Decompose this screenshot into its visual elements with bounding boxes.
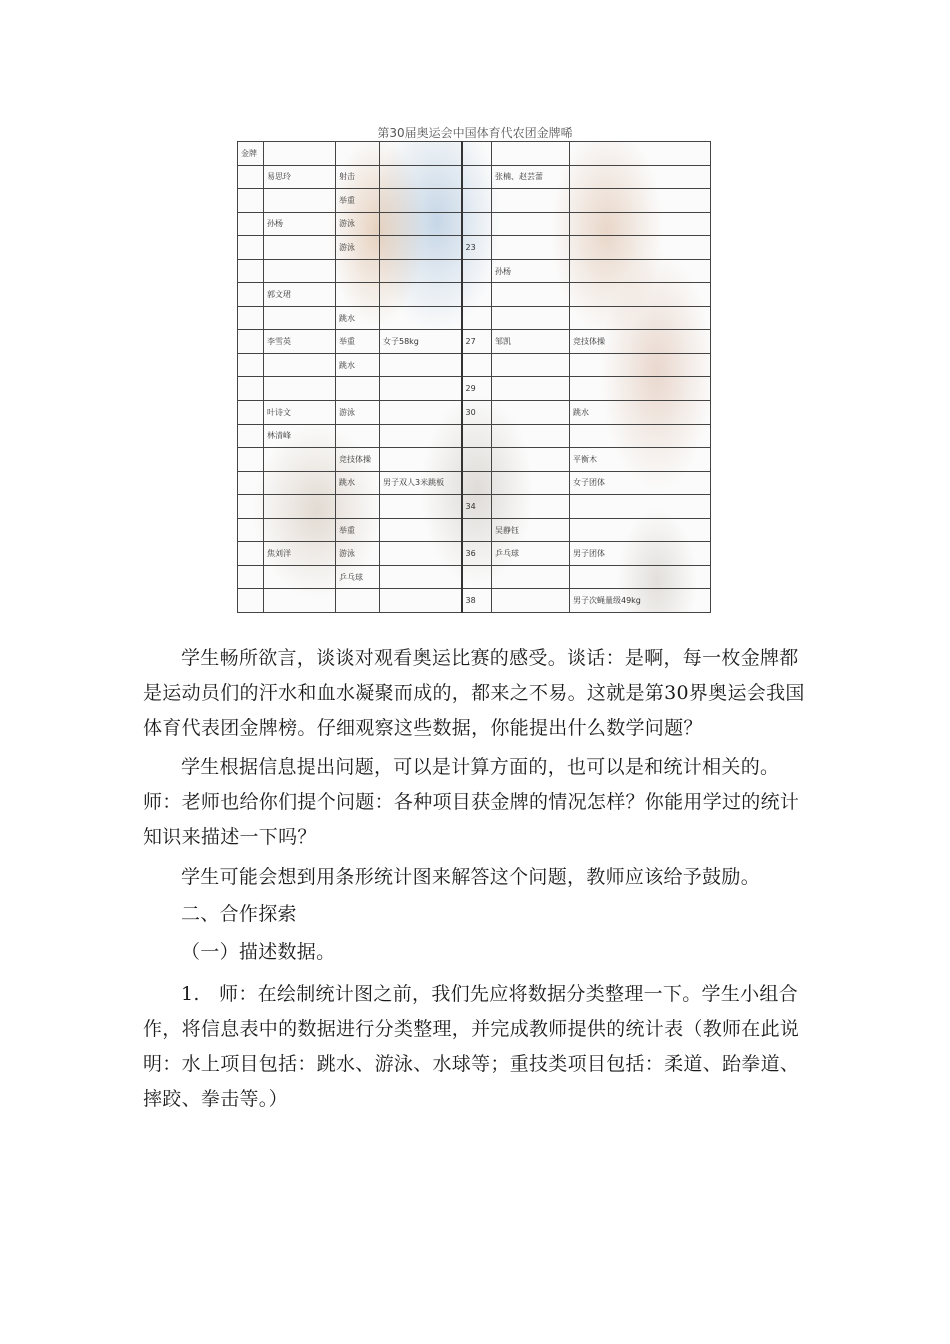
table-cell [380,259,462,283]
table-cell: 女子58kg [380,330,462,354]
table-cell [492,401,570,425]
table-cell [380,377,462,401]
table-cell [238,495,264,519]
table-row [238,448,711,472]
table-cell [264,306,336,330]
table-cell: 举重 [336,518,380,542]
table-cell [462,565,492,589]
table-row [238,236,711,260]
table-row [238,283,711,307]
table-row [238,165,711,189]
table-cell [238,589,264,613]
table-cell [336,283,380,307]
table-cell [264,353,336,377]
table-row [238,330,711,354]
table-cell: 李雪英 [264,330,336,354]
table-cell [238,471,264,495]
table-cell [380,236,462,260]
table-cell [238,377,264,401]
table-row [238,353,711,377]
table-cell [462,518,492,542]
table-cell: 游泳 [336,236,380,260]
table-cell [238,424,264,448]
table-cell: 跳水 [570,401,711,425]
table-cell [264,448,336,472]
table-cell [462,283,492,307]
table-cell: 男子次蝇量级49kg [570,589,711,613]
table-cell: 焦刘洋 [264,542,336,566]
table-cell [492,212,570,236]
table-cell [336,495,380,519]
table-cell [264,589,336,613]
table-cell [380,283,462,307]
table-cell [238,518,264,542]
table-cell: 36 [462,542,492,566]
table-cell: 孙杨 [264,212,336,236]
table-cell [570,518,711,542]
table-cell [264,471,336,495]
table-cell: 郭文珺 [264,283,336,307]
table-cell [492,353,570,377]
table-cell: 孙杨 [492,259,570,283]
table-cell: 34 [462,495,492,519]
table-cell [264,377,336,401]
table-cell [462,471,492,495]
table-cell [380,212,462,236]
table-cell [492,565,570,589]
table-cell: 吴静钰 [492,518,570,542]
table-row [238,401,711,425]
table-cell: 张楠、赵芸蕾 [492,165,570,189]
table-cell [462,165,492,189]
table-cell [570,259,711,283]
table-cell: 跳水 [336,353,380,377]
table-cell [492,283,570,307]
table-cell [492,471,570,495]
table-cell [238,330,264,354]
table-cell: 竞技体操 [336,448,380,472]
table-cell [570,189,711,213]
table-header-cell-medal: 金牌 [238,142,264,166]
table-cell [380,495,462,519]
table-cell [570,495,711,519]
table-cell [462,448,492,472]
table-row [238,542,711,566]
table-row [238,495,711,519]
table-cell [462,424,492,448]
table-cell [264,189,336,213]
table-cell: 叶诗文 [264,401,336,425]
section-heading-cooperative-exploration: 二、合作探索 [181,903,297,925]
table-cell: 男子团体 [570,542,711,566]
table-cell [492,236,570,260]
table-cell [570,165,711,189]
table-cell [570,353,711,377]
table-cell [462,189,492,213]
table-cell [492,189,570,213]
table-cell [380,306,462,330]
table-cell [380,424,462,448]
table-cell [462,259,492,283]
table-row [238,424,711,448]
table-row [238,518,711,542]
table-cell [380,565,462,589]
table-cell [492,495,570,519]
table-cell: 跳水 [336,306,380,330]
table-cell [238,236,264,260]
table-cell: 29 [462,377,492,401]
table-cell [380,189,462,213]
table-cell: 举重 [336,189,380,213]
table-cell [238,259,264,283]
table-cell: 跳水 [336,471,380,495]
table-cell [336,377,380,401]
subsection-heading-describe-data: （一）描述数据。 [181,941,336,963]
table-cell [380,518,462,542]
table-header-cell [570,142,711,166]
table-row [238,212,711,236]
table-row [238,377,711,401]
table-cell [492,589,570,613]
paragraph-student-feelings: 学生畅所欲言，谈谈对观看奥运比赛的感受。谈话：是啊，每一枚金牌都是运动员们的汗水和血水凝聚而成的，都来之不易。这就是第30界奥运会我国体育代表团金牌榜。仔细观察这些数据，你能提出什么数学问题？ [143,647,805,739]
table-row [238,589,711,613]
table-cell [336,259,380,283]
gold-medal-table-body [238,142,711,613]
table-cell [238,306,264,330]
figure-caption: 第30届奥运会中国体育代农团金牌唏 [377,126,573,140]
table-cell [380,353,462,377]
table-cell: 27 [462,330,492,354]
table-cell [380,448,462,472]
table-cell [462,353,492,377]
table-cell [336,589,380,613]
table-cell [570,236,711,260]
table-cell: 易思玲 [264,165,336,189]
paragraph-bar-chart-idea: 学生可能会想到用条形统计图来解答这个问题，教师应该给予鼓励。 [181,866,761,888]
table-cell [492,377,570,401]
table-cell [570,424,711,448]
table-row [238,565,711,589]
gold-medal-table [237,141,711,613]
table-cell: 30 [462,401,492,425]
table-cell [264,259,336,283]
table-row [238,306,711,330]
table-row [238,189,711,213]
table-cell [380,165,462,189]
table-cell [264,495,336,519]
table-cell [264,565,336,589]
table-cell: 游泳 [336,212,380,236]
table-cell: 游泳 [336,401,380,425]
table-header-row [238,142,711,166]
table-cell [492,306,570,330]
table-cell [238,448,264,472]
table-row [238,259,711,283]
table-cell: 男子双人3米跳板 [380,471,462,495]
table-cell [570,212,711,236]
table-cell [264,518,336,542]
table-cell [570,283,711,307]
table-cell: 女子团体 [570,471,711,495]
table-cell [462,212,492,236]
table-cell: 举重 [336,330,380,354]
table-cell [238,353,264,377]
table-cell: 乒乓球 [492,542,570,566]
table-cell: 乒乓球 [336,565,380,589]
gold-medal-table-image [237,141,710,613]
table-header-cell [492,142,570,166]
table-cell: 邹凯 [492,330,570,354]
table-cell [336,424,380,448]
table-cell [238,189,264,213]
table-cell [238,565,264,589]
table-cell: 林清峰 [264,424,336,448]
table-cell [492,448,570,472]
table-cell [264,236,336,260]
table-cell: 游泳 [336,542,380,566]
table-cell: 射击 [336,165,380,189]
table-row [238,471,711,495]
table-cell [238,542,264,566]
table-cell [380,589,462,613]
table-cell [238,283,264,307]
table-cell [570,377,711,401]
table-header-cell [380,142,462,166]
table-cell [462,306,492,330]
table-cell [238,165,264,189]
paragraph-teacher-question: 学生根据信息提出问题，可以是计算方面的，也可以是和统计相关的。师：老师也给你们提个问题：各种项目获金牌的情况怎样？你能用学过的统计知识来描述一下吗？ [143,756,800,848]
paragraph-classify-data: 1. 师：在绘制统计图之前，我们先应将数据分类整理一下。学生小组合作，将信息表中的数据进行分类整理，并完成教师提供的统计表（教师在此说明：水上项目包括：跳水、游泳、水球等；重技类项目包括：柔道、跆拳道、摔跤、拳击等。） [143,983,800,1110]
table-cell [492,424,570,448]
table-cell [570,565,711,589]
table-cell [238,401,264,425]
table-cell [380,401,462,425]
table-header-cell [264,142,336,166]
table-header-cell [462,142,492,166]
table-cell [238,212,264,236]
table-cell: 38 [462,589,492,613]
table-cell: 平衡木 [570,448,711,472]
table-header-cell [336,142,380,166]
table-cell [380,542,462,566]
table-cell: 23 [462,236,492,260]
table-cell [570,306,711,330]
table-cell: 竞技体操 [570,330,711,354]
